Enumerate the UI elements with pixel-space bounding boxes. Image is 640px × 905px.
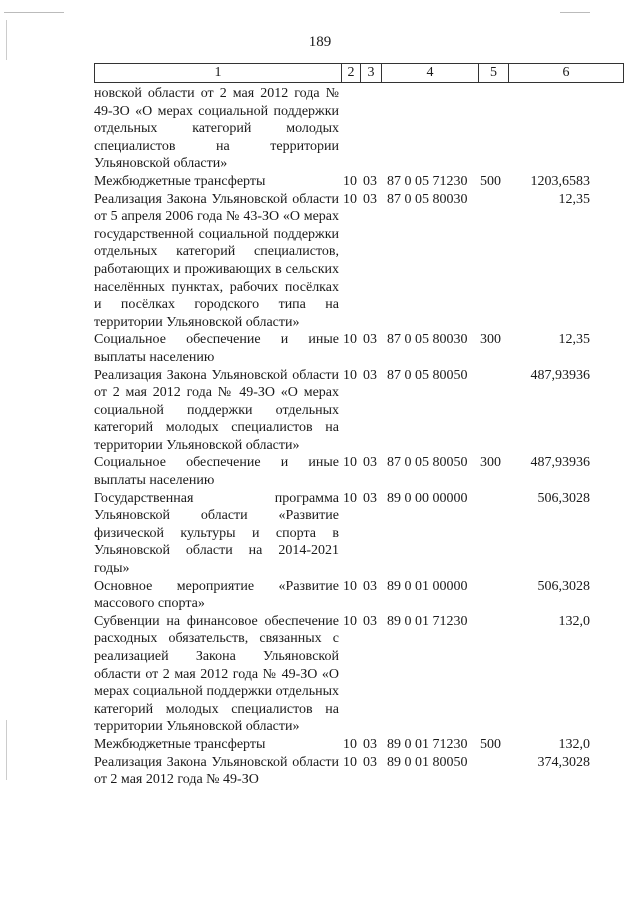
header-col-5: 5 (479, 64, 509, 82)
row-amount: 12,35 (558, 332, 590, 348)
row-name: новской области от 2 мая 2012 года № 49-ЗО «О мерах социальной поддержки отдельных категорий молодых специалистов на территории Ульяновской области» (94, 86, 339, 172)
row-name: Межбюджетные трансферты (94, 736, 266, 752)
row-subsection: 03 (363, 332, 377, 348)
row-target-code: 89 0 01 71230 (387, 613, 468, 629)
row-amount: 12,35 (558, 191, 590, 207)
row-name: Реализация Закона Ульяновской области от 5 апреля 2006 года № 43-ЗО «О мерах государственной социальной поддержки отдельных категорий специалистов, работающих и проживающих в сельских населённых пунктах, рабочих посёлках и посёлках городского типа на территории Ульяновской области» (94, 191, 339, 330)
table-row (94, 754, 624, 789)
row-expense-type: 500 (480, 736, 501, 752)
page-number: 189 (308, 34, 332, 50)
row-subsection: 03 (363, 490, 377, 506)
table-row (94, 367, 624, 455)
scan-mark (4, 12, 64, 13)
row-amount: 487,93936 (530, 367, 590, 383)
header-col-1: 1 (95, 64, 342, 82)
row-amount: 374,3028 (537, 754, 590, 770)
budget-table-body (94, 85, 624, 789)
row-expense-type (478, 578, 508, 613)
table-row (94, 454, 624, 489)
row-section: 10 (343, 754, 357, 770)
row-expense-type (478, 85, 508, 173)
scan-mark (560, 12, 590, 13)
table-row (94, 736, 624, 754)
row-section: 10 (343, 367, 357, 383)
row-name: Межбюджетные трансферты (94, 173, 266, 189)
header-col-2: 2 (342, 64, 361, 82)
header-col-4: 4 (382, 64, 479, 82)
table-header (94, 63, 624, 83)
row-target-code: 87 0 05 80050 (387, 367, 468, 383)
row-amount: 132,0 (558, 736, 590, 752)
row-name: Социальное обеспечение и иные выплаты населению (94, 332, 339, 365)
row-subsection: 03 (363, 736, 377, 752)
row-amount: 1203,6583 (530, 173, 590, 189)
row-target-code: 87 0 05 80030 (387, 332, 468, 348)
table-row (94, 331, 624, 366)
row-section: 10 (343, 490, 357, 506)
row-target-code: 89 0 00 00000 (387, 490, 468, 506)
row-expense-type: 300 (480, 455, 501, 471)
header-col-6: 6 (562, 65, 570, 80)
row-target-code: 89 0 01 71230 (387, 736, 468, 752)
row-section (341, 85, 360, 173)
row-section: 10 (343, 736, 357, 752)
row-subsection: 03 (363, 367, 377, 383)
row-expense-type (478, 367, 508, 455)
row-expense-type (478, 490, 508, 578)
table-row (94, 490, 624, 578)
row-amount: 487,93936 (530, 455, 590, 471)
row-section: 10 (343, 173, 357, 189)
row-section: 10 (343, 332, 357, 348)
row-subsection: 03 (363, 173, 377, 189)
row-subsection: 03 (363, 613, 377, 629)
table-row (94, 191, 624, 332)
row-subsection: 03 (363, 578, 377, 594)
row-expense-type: 300 (480, 332, 501, 348)
table-row (94, 578, 624, 613)
row-amount (508, 85, 624, 173)
row-name: Реализация Закона Ульяновской области от 2 мая 2012 года № 49-ЗО «О мерах социальной поддержки отдельных категорий молодых специалистов на территории Ульяновской области» (94, 367, 339, 453)
table-row (94, 85, 624, 173)
row-section: 10 (343, 613, 357, 629)
row-section: 10 (343, 578, 357, 594)
scan-edge (6, 720, 7, 780)
row-section: 10 (343, 191, 357, 207)
row-name: Реализация Закона Ульяновской области от 2 мая 2012 года № 49-ЗО (94, 754, 339, 788)
row-section: 10 (343, 455, 357, 471)
row-expense-type: 500 (480, 173, 501, 189)
row-name: Основное мероприятие «Развитие массового спорта» (94, 578, 339, 612)
row-name: Социальное обеспечение и иные выплаты населению (94, 455, 339, 489)
row-subsection: 03 (363, 754, 377, 770)
row-name: Государственная программа Ульяновской области «Развитие физической культуры и спорта в Ульяновской области на 2014-2021 годы» (94, 490, 339, 577)
row-target-code: 87 0 05 80030 (387, 191, 468, 207)
row-amount: 132,0 (558, 613, 590, 629)
row-expense-type (478, 613, 508, 736)
table-row (94, 613, 624, 736)
row-name: Субвенции на финансовое обеспечение расходных обязательств, связанных с реализацией Закона Ульяновской области от 2 мая 2012 года № 49-ЗО «О мерах социальной поддержки отдельных категорий молодых специалистов на территории Ульяновской области» (94, 613, 339, 735)
row-subsection: 03 (363, 455, 377, 471)
row-target-code: 89 0 01 80050 (387, 754, 468, 770)
row-target-code: 87 0 05 80050 (387, 455, 468, 471)
row-expense-type (478, 191, 508, 332)
table-row (94, 173, 624, 191)
header-col-3: 3 (361, 64, 382, 82)
row-target-code: 89 0 01 00000 (387, 578, 468, 594)
row-expense-type (478, 754, 508, 789)
row-amount: 506,3028 (537, 490, 590, 506)
row-amount: 506,3028 (537, 578, 590, 594)
row-target-code (381, 85, 478, 173)
row-subsection (360, 85, 381, 173)
row-target-code: 87 0 05 71230 (387, 173, 468, 189)
row-subsection: 03 (363, 191, 377, 207)
